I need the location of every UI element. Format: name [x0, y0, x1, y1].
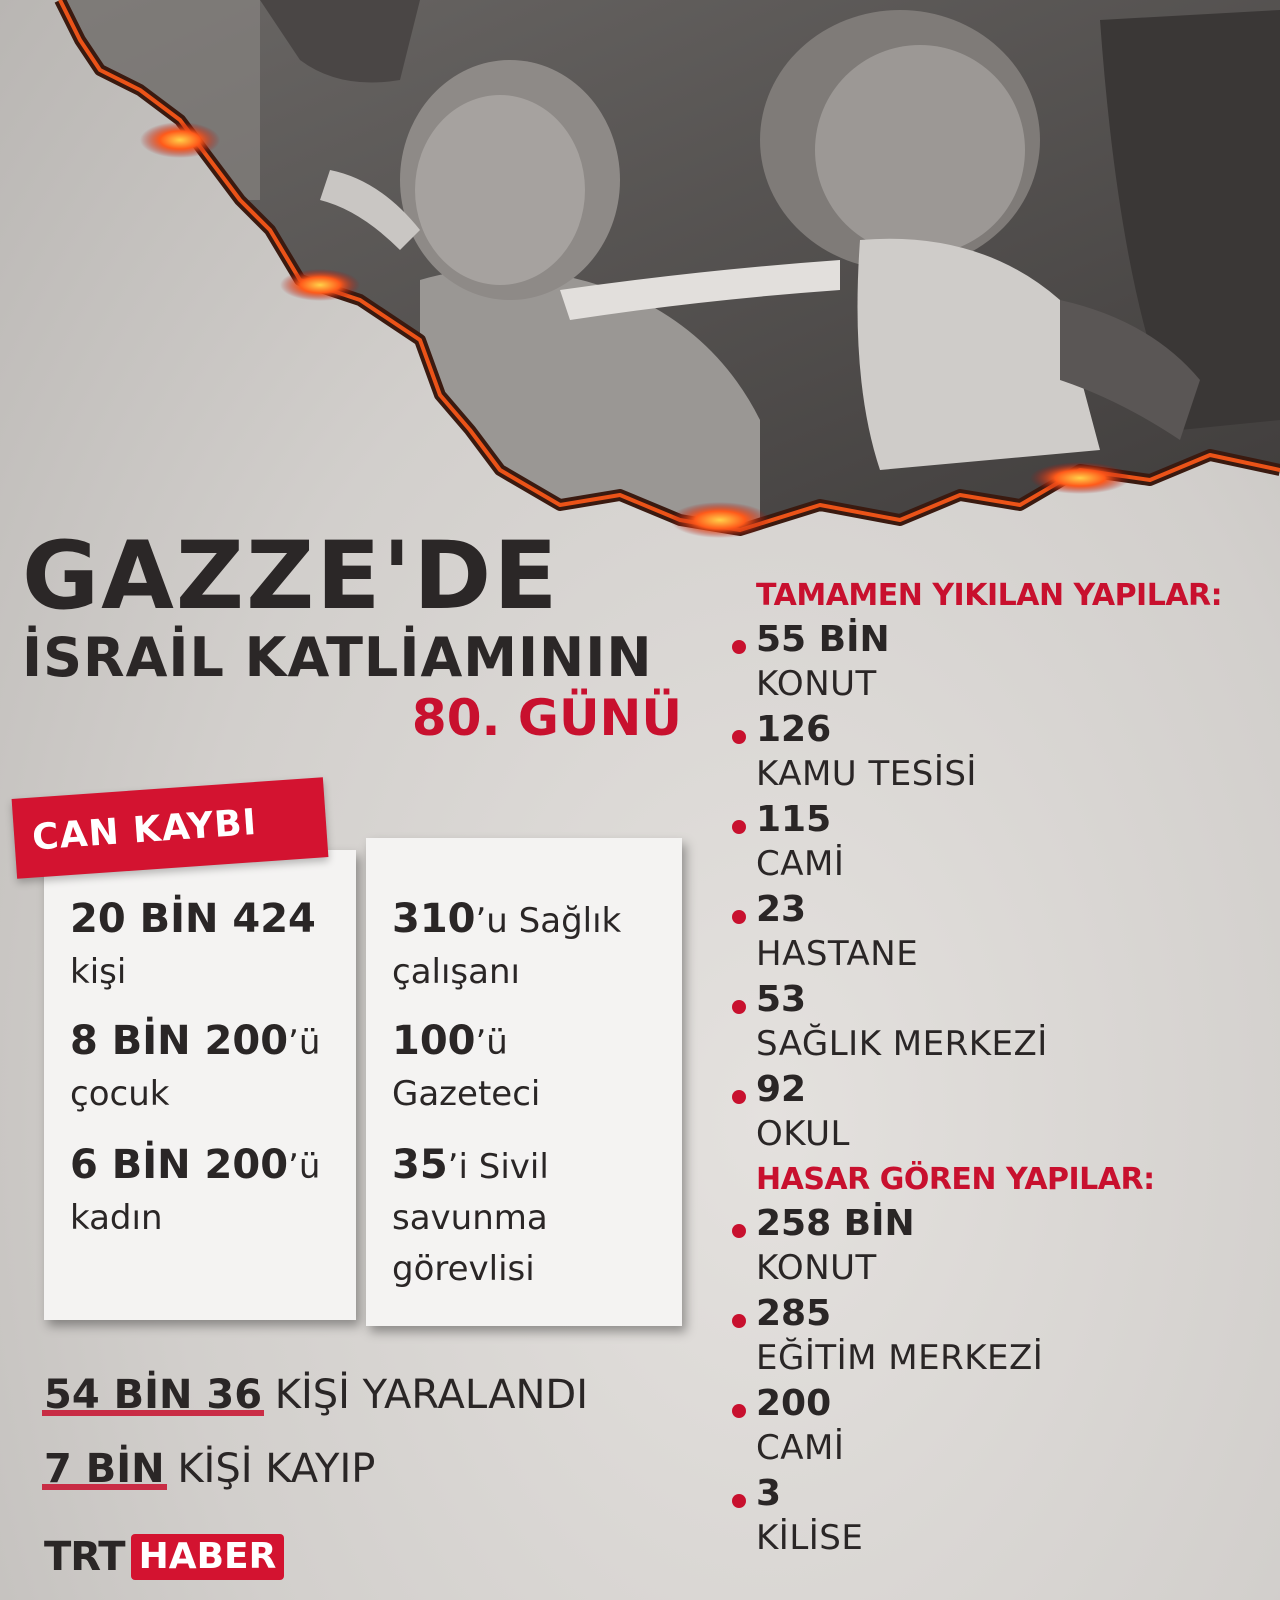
stat-children: 8 BİN 200’ü çocuk: [70, 1018, 321, 1114]
structure-label: CAMİ: [756, 844, 845, 884]
structure-label: KONUT: [756, 1248, 877, 1288]
structure-item: [728, 708, 1273, 796]
structure-count: 53: [756, 979, 807, 1020]
stat-health-workers-label: çalışanı: [392, 952, 520, 992]
structure-count: 285: [756, 1293, 832, 1334]
structure-item: [728, 798, 1273, 886]
stat-women: 6 BİN 200’ü kadın: [70, 1142, 321, 1238]
damaged-title: HASAR GÖREN YAPILAR:: [756, 1162, 1155, 1197]
stat-journalists-label: Gazeteci: [392, 1074, 541, 1114]
structure-item: [728, 1292, 1273, 1380]
headline-line-1: GAZZE'DE: [22, 522, 560, 631]
structures-column: [728, 576, 1273, 1560]
bullet-dot-icon: [732, 640, 746, 654]
structure-item: [728, 978, 1273, 1066]
structure-count: 23: [756, 889, 807, 930]
bullet-dot-icon: [732, 730, 746, 744]
stat-civil-defense-label: savunma: [392, 1198, 548, 1238]
bullet-dot-icon: [732, 1314, 746, 1328]
structure-item: [728, 888, 1273, 976]
headline-day: 80. GÜNÜ: [411, 688, 682, 747]
structure-label: EĞİTİM MERKEZİ: [756, 1338, 1044, 1378]
structure-count: 92: [756, 1069, 807, 1110]
structure-count: 126: [756, 709, 832, 750]
stat-civil-defense-label-2: görevlisi: [392, 1249, 535, 1289]
stat-journalists: 100’ü Gazeteci: [392, 1018, 541, 1114]
structure-count: 55 BİN: [756, 619, 890, 660]
bullet-dot-icon: [732, 1404, 746, 1418]
destroyed-list: [728, 618, 1273, 1156]
structure-label: KAMU TESİSİ: [756, 754, 977, 794]
structure-count: 258 BİN: [756, 1203, 915, 1244]
headline: [22, 522, 692, 747]
structure-label: OKUL: [756, 1114, 850, 1154]
bullet-dot-icon: [732, 1000, 746, 1014]
casualty-tag-label: CAN KAYBI: [30, 801, 259, 859]
structure-count: 3: [756, 1473, 782, 1514]
stat-journalists-number: 100: [392, 1018, 476, 1064]
stat-total-deaths: [70, 894, 316, 997]
structure-item: [728, 1202, 1273, 1290]
headline-line-2: İSRAİL KATLİAMININ: [22, 626, 653, 689]
structure-label: CAMİ: [756, 1428, 845, 1468]
destroyed-title: TAMAMEN YIKILAN YAPILAR:: [756, 578, 1223, 613]
structure-label: KİLİSE: [756, 1518, 864, 1558]
logo-trt: TRT: [44, 1534, 125, 1580]
structure-label: KONUT: [756, 664, 877, 704]
structure-count: 115: [756, 799, 832, 840]
injured-line: [44, 1372, 588, 1418]
stat-women-label: kadın: [70, 1198, 163, 1238]
stat-health-workers: 310’u Sağlık çalışanı: [392, 896, 622, 992]
casualty-card-left: [44, 850, 356, 1320]
bullet-dot-icon: [732, 1090, 746, 1104]
structure-label: HASTANE: [756, 934, 919, 974]
stat-children-number: 8 BİN 200: [70, 1018, 289, 1064]
logo-haber: HABER: [131, 1534, 285, 1580]
missing-text: KİŞİ KAYIP: [177, 1446, 376, 1492]
stat-health-workers-number: 310: [392, 896, 476, 942]
structure-label: SAĞLIK MERKEZİ: [756, 1024, 1048, 1064]
bullet-dot-icon: [732, 910, 746, 924]
structure-item: [728, 1382, 1273, 1470]
structure-item: [728, 1068, 1273, 1156]
hero-photo: [0, 0, 1280, 545]
stat-total-deaths-number: 20 BİN 424: [70, 896, 316, 942]
injured-number: 54 BİN 36: [44, 1372, 263, 1418]
missing-line: [44, 1446, 375, 1492]
casualty-card-right: [366, 838, 682, 1326]
stat-total-deaths-label: kişi: [70, 952, 127, 992]
injured-text: KİŞİ YARALANDI: [274, 1372, 588, 1418]
structure-count: 200: [756, 1383, 832, 1424]
structure-item: [728, 1472, 1273, 1560]
trt-haber-logo: [44, 1534, 284, 1580]
stat-women-number: 6 BİN 200: [70, 1142, 289, 1188]
damaged-list: [728, 1202, 1273, 1560]
bullet-dot-icon: [732, 820, 746, 834]
stat-civil-defense-number: 35: [392, 1142, 448, 1188]
structure-item: [728, 618, 1273, 706]
bullet-dot-icon: [732, 1224, 746, 1238]
stat-civil-defense: 35’i Sivil savunma görevlisi: [392, 1142, 549, 1289]
stat-children-label: çocuk: [70, 1074, 170, 1114]
bullet-dot-icon: [732, 1494, 746, 1508]
missing-number: 7 BİN: [44, 1446, 165, 1492]
